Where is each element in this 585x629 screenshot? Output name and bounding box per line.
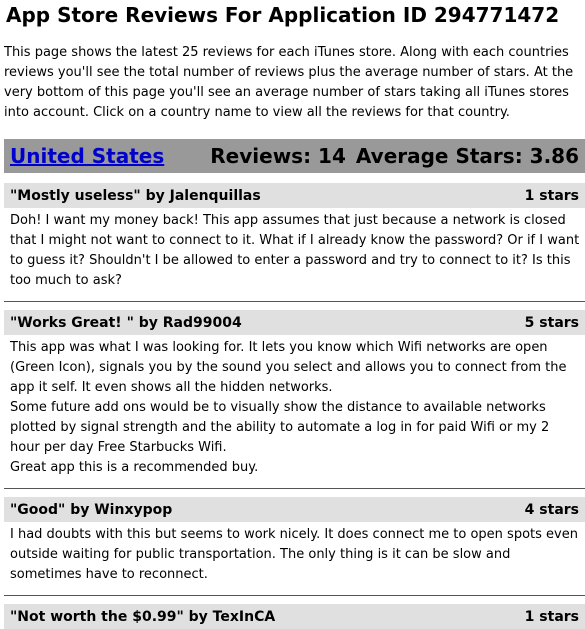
divider [4,595,585,596]
divider [4,488,585,489]
review-stars: 4 stars [524,501,579,518]
review-header [4,604,585,629]
review-body [4,522,585,591]
review-header [4,310,585,335]
review-title: "Works Great! " by Rad99004 [10,314,242,331]
review-title: "Good" by Winxypop [10,501,173,518]
review-body [4,208,585,297]
review-body [4,335,585,484]
review-stars: 1 stars [524,187,579,204]
review-paragraph: This app was what I was looking for. It lets you know which Wifi networks are open (Green Icon), signals you by the sound you select and allows you to connect from the app it self. It even shows all the hidden networks. [10,340,567,395]
page-title: App Store Reviews For Application ID 294771472 [6,3,560,27]
review-paragraph: Great app this is a recommended buy. [10,460,259,475]
review-title: "Not worth the $0.99" by TexInCA [10,608,276,625]
intro-text: This page shows the latest 25 reviews for each iTunes store. Along with each countries reviews you'll see the total number of reviews plus the average number of stars. At the very bottom of this page you'll see an average number of stars taking all iTunes stores into account. Click on a country name to view all the reviews for that country. [4,45,574,120]
review-header [4,183,585,208]
country-header [4,139,585,173]
review-paragraph: I had doubts with this but seems to work nicely. It does connect me to open spots even outside waiting for public transportation. The only thing is it can be slow and sometimes have to reconnect. [10,527,578,582]
average-stars: Average Stars: 3.86 [355,144,579,168]
country-link-united-states[interactable]: United States [10,144,165,168]
review-paragraph: Some future add ons would be to visually show the distance to available networks plotted by signal strength and the ability to automate a log in for paid Wifi or my 2 hour per day Free Starbucks Wifi. [10,400,550,455]
review-paragraph: Doh! I want my money back! This app assumes that just because a network is closed that I might not want to connect to it. What if I already know the password? Or if I want to guess it? Shouldn't I be allowed to enter a password and try to connect to it? Is this too much to ask? [10,213,580,288]
review-list [4,183,585,629]
country-stats [210,144,579,168]
review-title: "Mostly useless" by Jalenquillas [10,187,261,204]
review-count: Reviews: 14 [210,144,346,168]
divider [4,301,585,302]
review-stars: 5 stars [524,314,579,331]
review-stars: 1 stars [524,608,579,625]
review-header [4,497,585,522]
